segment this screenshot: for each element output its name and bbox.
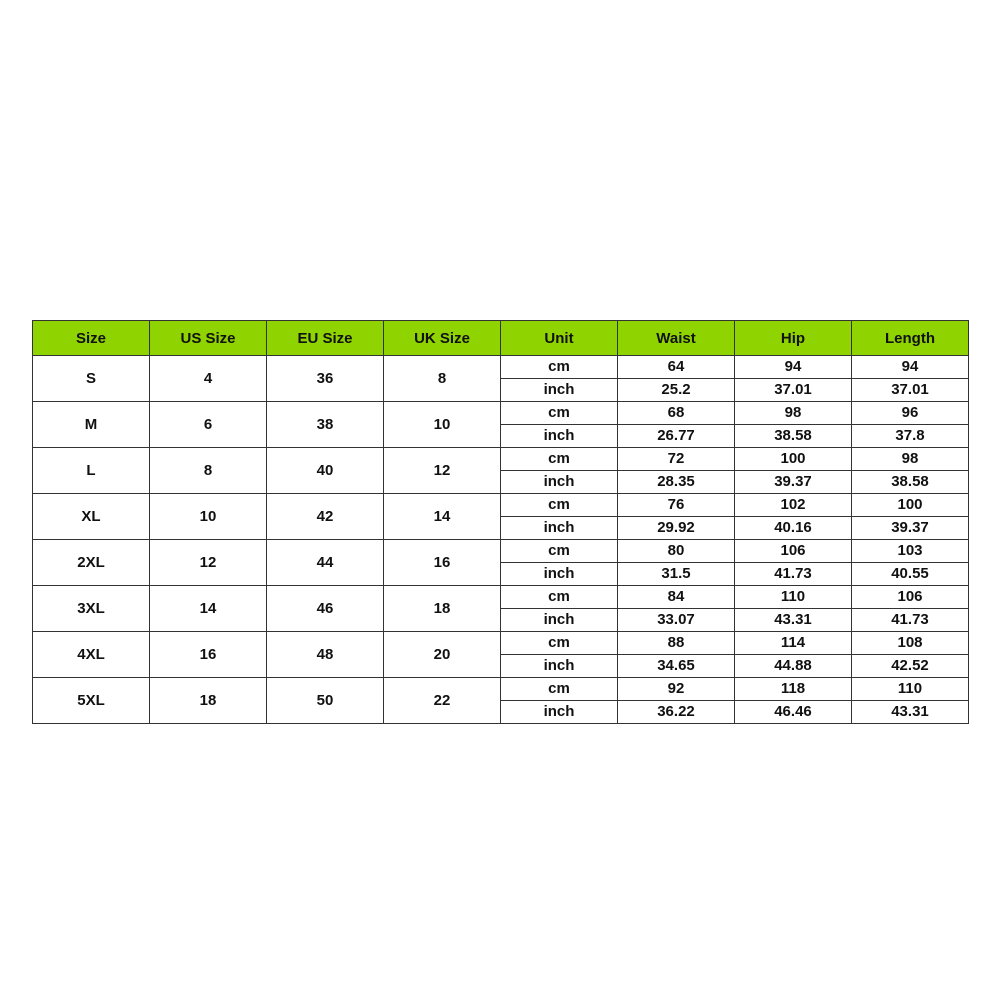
hip-cell: 98	[735, 402, 852, 425]
size-cell: 2XL	[33, 540, 150, 586]
uk-size-cell: 10	[384, 402, 501, 448]
us-size-cell: 6	[150, 402, 267, 448]
hip-cell: 39.37	[735, 471, 852, 494]
table-body	[33, 356, 969, 724]
unit-cell: cm	[501, 678, 618, 701]
size-chart-table	[32, 320, 969, 724]
length-cell: 40.55	[852, 563, 969, 586]
eu-size-cell: 46	[267, 586, 384, 632]
size-cell: XL	[33, 494, 150, 540]
length-cell: 98	[852, 448, 969, 471]
unit-cell: cm	[501, 448, 618, 471]
eu-size-cell: 40	[267, 448, 384, 494]
unit-cell: inch	[501, 379, 618, 402]
header-us-size: US Size	[150, 321, 267, 356]
hip-cell: 37.01	[735, 379, 852, 402]
waist-cell: 84	[618, 586, 735, 609]
waist-cell: 76	[618, 494, 735, 517]
length-cell: 100	[852, 494, 969, 517]
table-row-cm	[33, 402, 969, 425]
waist-cell: 68	[618, 402, 735, 425]
unit-cell: cm	[501, 540, 618, 563]
us-size-cell: 4	[150, 356, 267, 402]
hip-cell: 106	[735, 540, 852, 563]
length-cell: 38.58	[852, 471, 969, 494]
hip-cell: 40.16	[735, 517, 852, 540]
length-cell: 94	[852, 356, 969, 379]
waist-cell: 34.65	[618, 655, 735, 678]
unit-cell: inch	[501, 425, 618, 448]
uk-size-cell: 18	[384, 586, 501, 632]
hip-cell: 38.58	[735, 425, 852, 448]
table-row-cm	[33, 448, 969, 471]
unit-cell: cm	[501, 402, 618, 425]
header-unit: Unit	[501, 321, 618, 356]
hip-cell: 118	[735, 678, 852, 701]
hip-cell: 44.88	[735, 655, 852, 678]
length-cell: 42.52	[852, 655, 969, 678]
hip-cell: 94	[735, 356, 852, 379]
hip-cell: 114	[735, 632, 852, 655]
header-row	[33, 321, 969, 356]
eu-size-cell: 38	[267, 402, 384, 448]
waist-cell: 26.77	[618, 425, 735, 448]
size-cell: 3XL	[33, 586, 150, 632]
waist-cell: 72	[618, 448, 735, 471]
hip-cell: 100	[735, 448, 852, 471]
us-size-cell: 14	[150, 586, 267, 632]
hip-cell: 46.46	[735, 701, 852, 724]
length-cell: 37.01	[852, 379, 969, 402]
size-cell: 4XL	[33, 632, 150, 678]
table-row-cm	[33, 540, 969, 563]
eu-size-cell: 36	[267, 356, 384, 402]
uk-size-cell: 8	[384, 356, 501, 402]
unit-cell: inch	[501, 471, 618, 494]
table-header	[33, 321, 969, 356]
hip-cell: 102	[735, 494, 852, 517]
length-cell: 37.8	[852, 425, 969, 448]
uk-size-cell: 12	[384, 448, 501, 494]
header-hip: Hip	[735, 321, 852, 356]
uk-size-cell: 20	[384, 632, 501, 678]
eu-size-cell: 48	[267, 632, 384, 678]
waist-cell: 28.35	[618, 471, 735, 494]
hip-cell: 41.73	[735, 563, 852, 586]
unit-cell: cm	[501, 632, 618, 655]
waist-cell: 36.22	[618, 701, 735, 724]
waist-cell: 31.5	[618, 563, 735, 586]
length-cell: 41.73	[852, 609, 969, 632]
unit-cell: inch	[501, 609, 618, 632]
waist-cell: 29.92	[618, 517, 735, 540]
header-eu-size: EU Size	[267, 321, 384, 356]
us-size-cell: 18	[150, 678, 267, 724]
length-cell: 106	[852, 586, 969, 609]
header-uk-size: UK Size	[384, 321, 501, 356]
table-row-cm	[33, 632, 969, 655]
length-cell: 39.37	[852, 517, 969, 540]
uk-size-cell: 16	[384, 540, 501, 586]
waist-cell: 25.2	[618, 379, 735, 402]
eu-size-cell: 50	[267, 678, 384, 724]
length-cell: 108	[852, 632, 969, 655]
size-cell: S	[33, 356, 150, 402]
size-cell: M	[33, 402, 150, 448]
length-cell: 43.31	[852, 701, 969, 724]
size-cell: L	[33, 448, 150, 494]
waist-cell: 64	[618, 356, 735, 379]
length-cell: 110	[852, 678, 969, 701]
unit-cell: inch	[501, 563, 618, 586]
uk-size-cell: 22	[384, 678, 501, 724]
table-row-cm	[33, 356, 969, 379]
unit-cell: inch	[501, 517, 618, 540]
uk-size-cell: 14	[384, 494, 501, 540]
waist-cell: 33.07	[618, 609, 735, 632]
unit-cell: cm	[501, 356, 618, 379]
header-waist: Waist	[618, 321, 735, 356]
unit-cell: inch	[501, 701, 618, 724]
waist-cell: 88	[618, 632, 735, 655]
eu-size-cell: 42	[267, 494, 384, 540]
table-row-cm	[33, 494, 969, 517]
unit-cell: cm	[501, 586, 618, 609]
us-size-cell: 8	[150, 448, 267, 494]
length-cell: 103	[852, 540, 969, 563]
length-cell: 96	[852, 402, 969, 425]
us-size-cell: 16	[150, 632, 267, 678]
unit-cell: cm	[501, 494, 618, 517]
hip-cell: 110	[735, 586, 852, 609]
table-row-cm	[33, 678, 969, 701]
eu-size-cell: 44	[267, 540, 384, 586]
waist-cell: 80	[618, 540, 735, 563]
us-size-cell: 12	[150, 540, 267, 586]
size-cell: 5XL	[33, 678, 150, 724]
header-size: Size	[33, 321, 150, 356]
waist-cell: 92	[618, 678, 735, 701]
header-length: Length	[852, 321, 969, 356]
us-size-cell: 10	[150, 494, 267, 540]
hip-cell: 43.31	[735, 609, 852, 632]
table-row-cm	[33, 586, 969, 609]
unit-cell: inch	[501, 655, 618, 678]
